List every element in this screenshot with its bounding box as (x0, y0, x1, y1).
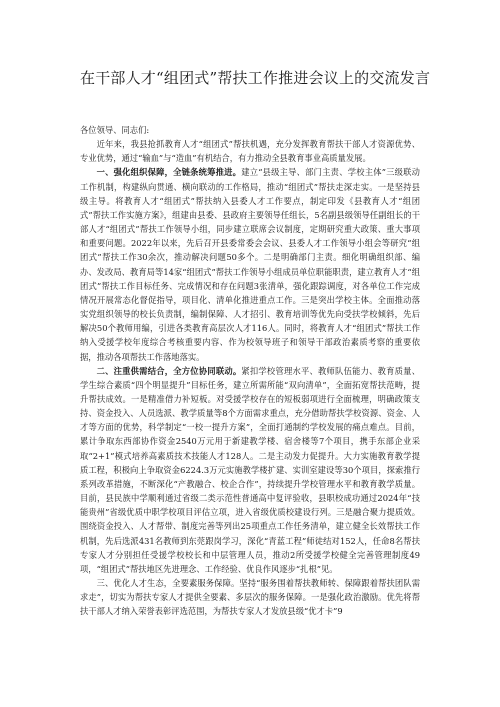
paragraph-text: 近年来，我县抢抓教育人才“组团式”帮扶机遇，充分发挥教育帮扶干部人才资源优势、专业优势，通过“输血”与“造血”有机结合，有力推动全县教育事业高质量发展。 (80, 139, 420, 164)
paragraph-section-2 (80, 364, 420, 576)
section-heading: 二、注重供需结合，全方位协同联动。 (96, 365, 242, 376)
greeting: 各位领导、同志们: (80, 125, 150, 135)
paragraph-section-1 (80, 165, 420, 363)
paragraph-text: 三、优化人才生态，全要素服务保障。坚持“服务围着帮扶教师转、保障跟着帮扶团队需求走”，切实为帮扶专家人才提供全要素、多层次的服务保障。一是强化政治激励。优先将帮扶干部人才纳入荣誉表彰评选范围，为帮扶专家人才发放县级“优才卡”9 (80, 578, 420, 617)
paragraph-text: 紧扣学校管理水平、教师队伍能力、教育质量、学生综合素质“四个明显提升”目标任务，建立所需所能“双向清单”，全面拓宽帮扶范畴，提升帮扶成效。一是精准借力补短板。对受援学校存在的短板弱项进行全面梳理，明确政策支持、资金投入、人员选派、教学质量等8个方面需求重点，充分借助帮扶学校资源、资金、人才等方面的优势，科学制定“一校一提升方案”，全面打通制约学校发展的痛点难点。目前，累计争取东西部协作资金2540万元用于新建教学楼、宿舍楼等7个项目，携手东部企业采取“2+1”模式培养高素质技术技能人才128人。二是主动发力促提升。大力实施教育教学提质工程，积极向上争取资金6224.3万元实施教学楼扩建、实训室建设等30个项目，探索推行系列改革措施，不断深化“产教融合、校企合作”，持续提升学校管理水平和教育教学质量。目前，县民族中学顺利通过省级二类示范性普通高中复评验收，县职校成功通过2024年“技能贵州”省级优质中职学校项目评估立项，进入省级优质校建设行列。三是融合聚力提质效。围绕资金投入、人才帮带、制度完善等列出25项重点工作任务清单，建立健全长效帮扶工作机制，先后选派431名教师到东莞跟岗学习，深化“青蓝工程”师徒结对152人，任命8名帮扶专家人才分别担任受援学校校长和中层管理人员，推动2所受援学校健全完善管理制度49项，“组团式”帮扶地区先进理念、工作经验、优良作风逐步“扎根”见。 (80, 365, 420, 574)
paragraph-section-3 (80, 576, 420, 618)
paragraph-text: 建立“县级主导、部门主责、学校主体”三级联动工作机制，构建纵向贯通、横向联动的工作格局，推动“组团式”帮扶走深走实。一是坚持县级主导。将教育人才“组团式”帮扶纳入县委人才工作要点，制定印发《县教育人才“组团式”帮扶工作实施方案》，组建由县委、县政府主要领导任组长，5名副县级领导任副组长的干部人才“组团式”帮扶工作领导小组，同步建立联席会议制度，定期研究重大政策、重大事项和重要问题。2022年以来，先后召开县委常委会会议、县委人才工作领导小组会等研究“组团式”帮扶工作30余次，推动解决问题50多个。二是明确部门主责。细化明确组织部、编办、发改局、教育局等14家“组团式”帮扶工作领导小组成员单位职能职责，建立教育人才“组团式”帮扶工作目标任务、完成情况和存在问题3张清单，强化跟踪调度，对各单位工作完成情况开展常态化督促指导，项目化、清单化推进重点工作。三是突出学校主体。全面推动落实党组织领导的校长负责制，编制保障、人才招引、教育培训等优先向受扶学校倾斜，先后解决50个教师用编，引进各类教育高层次人才116人。同时，将教育人才“组团式”帮扶工作纳入受援学校年度综合考核重要内容、作为校领导班子和领导干部政治素质考察的重要依据，推动各项帮扶工作落地落实。 (80, 167, 420, 362)
document-body (80, 123, 420, 618)
paragraph-intro (80, 137, 420, 165)
document-title: 在干部人才“组团式”帮扶工作推进会议上的交流发言 (80, 69, 431, 87)
section-heading: 一、强化组织保障，全链条统筹推进。 (96, 167, 242, 178)
